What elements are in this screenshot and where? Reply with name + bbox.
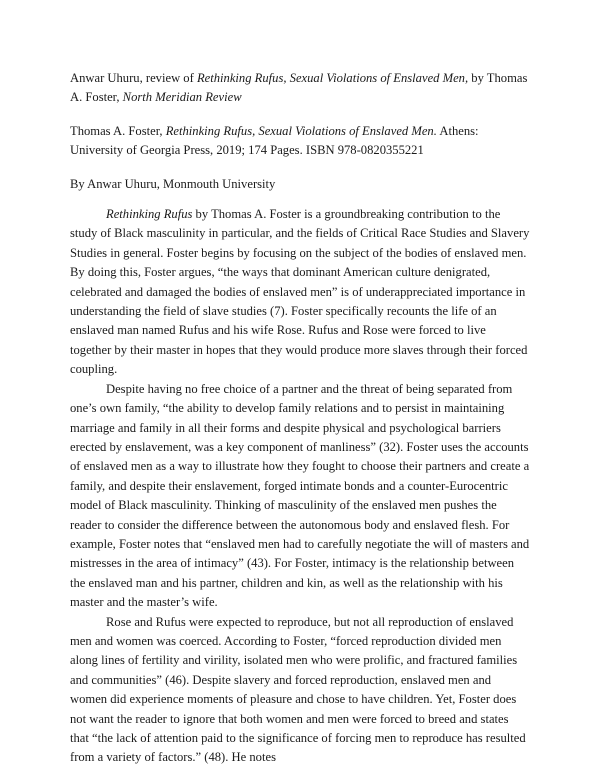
- review-header: [70, 69, 530, 108]
- citation-author: Thomas A. Foster,: [70, 123, 166, 138]
- paragraph-3: Rose and Rufus were expected to reproduce, but not all reproduction of enslaved men and women was coerced. According to Foster, “forced reproduction divided men along lines of fertility and virility, isolated men who were prolific, and fractured families and communities” (46). Despite slavery and forced reproduction, enslaved men and women did experience moments of pleasure and chose to have children. Yet, Foster does not want the reader to ignore that both women and men were forced to breed and states that “the lack of attention paid to the significance of forcing men to reproduce has resulted from a variety of factors.” (48). He notes: [70, 614, 526, 765]
- paragraph-1: [70, 205, 530, 380]
- header-journal: North Meridian Review: [122, 90, 242, 105]
- book-citation: [70, 122, 530, 161]
- byline: By Anwar Uhuru, Monmouth University: [70, 176, 276, 191]
- citation-book-title: Rethinking Rufus, Sexual Violations of Enslaved Men.: [165, 123, 437, 138]
- header-book-title: Rethinking Rufus, Sexual Violations of Enslaved Men,: [196, 71, 469, 85]
- header-mid: by Thomas A. Foster,: [70, 71, 528, 105]
- paragraph-1-title: Rethinking Rufus: [106, 207, 193, 222]
- paragraph-2: Despite having no free choice of a partner and the threat of being separated from one’s own family, “the ability to develop family relations and to persist in maintaining marriage and family in all their forms and despite physical and psychological barriers erected by enslavement, was a key component of manliness” (32). Foster uses the accounts of enslaved men as a way to illustrate how they fought to choose their partners and create a family, and despite their enslavement, forged intimate bonds and a counter-Eurocentric model of Black masculinity. Thinking of masculinity of the enslaved men pushes the reader to consider the difference between the autonomous body and enslaved flesh. For example, Foster notes that “enslaved men had to carefully negotiate the will of masters and mistresses in the area of intimacy” (43). For Foster, intimacy is the relationship between the enslaved man and his partner, children and kin, as well as the relationship with his master and the master’s wife.: [70, 381, 530, 610]
- citation-publication: Athens: University of Georgia Press, 2019; 174 Pages. ISBN 978-0820355221: [70, 123, 479, 158]
- paragraph-1-text: by Thomas A. Foster is a groundbreaking contribution to the study of Black masculinity in particular, and the fields of Critical Race Studies and Slavery Studies in general. Foster begins by focusing on the subject of the bodies of enslaved men. By doing this, Foster argues, “the ways that dominant American culture denigrated, celebrated and damaged the bodies of enslaved men” is of underappreciated importance in understanding the field of slave studies (7). Foster specifically recounts the life of an enslaved man named Rufus and his wife Rose. Rufus and Rose were forced to live together by their master in hopes that they would produce more slaves through their forced coupling.: [70, 207, 530, 377]
- header-prefix: Anwar Uhuru, review of: [70, 71, 197, 85]
